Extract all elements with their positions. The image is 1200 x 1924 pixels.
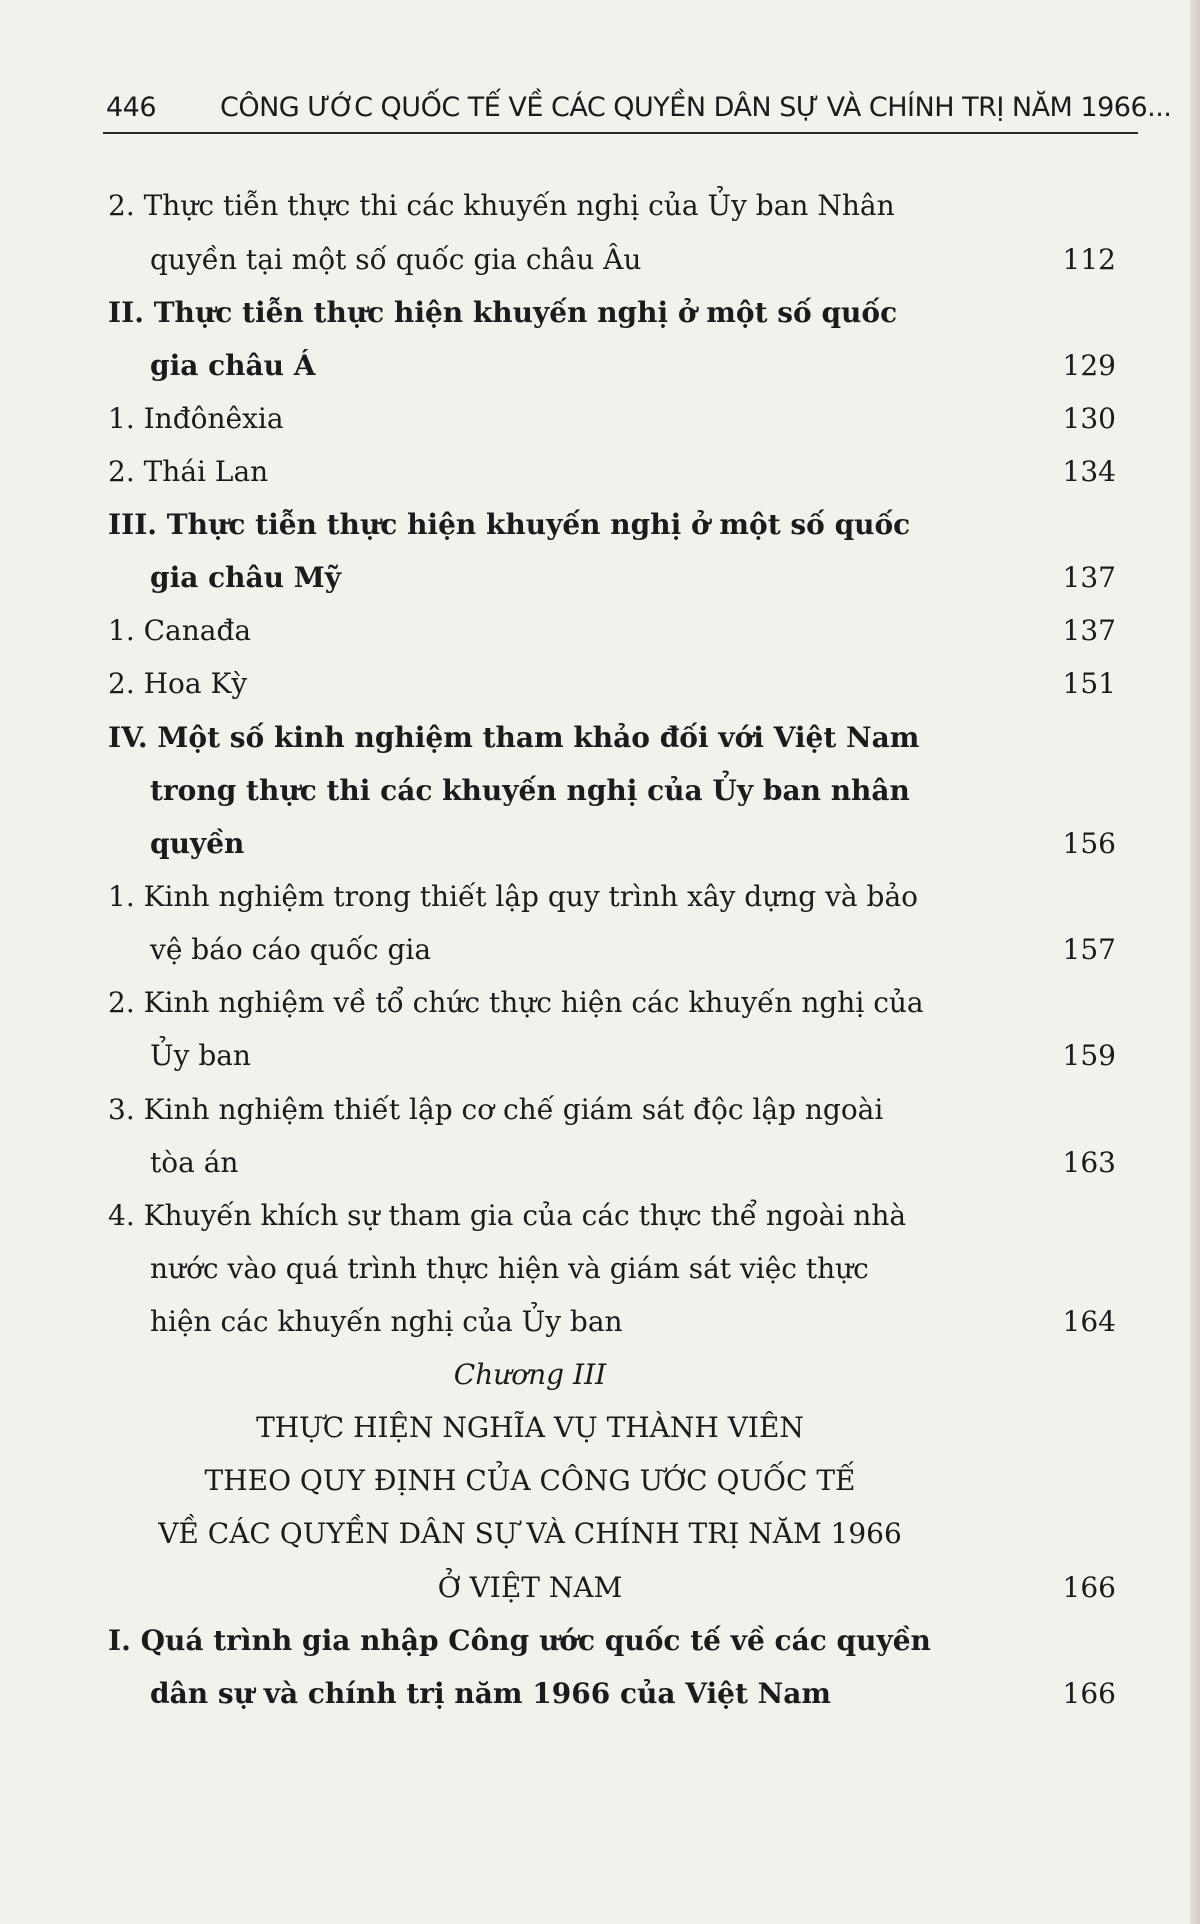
toc-page-number: 163 <box>1062 1146 1116 1179</box>
running-header <box>103 88 1172 134</box>
toc-entry-line: quyền tại một số quốc gia châu Âu <box>150 243 642 276</box>
toc-entry-line: vệ báo cáo quốc gia <box>150 933 432 966</box>
toc-entry-line: 1. Inđônêxia <box>108 402 284 435</box>
running-title: CÔNG ƯỚC QUỐC TẾ VỀ CÁC QUYỀN DÂN SỰ VÀ CHÍNH TRỊ NĂM 1966... <box>220 92 1172 123</box>
toc-entry-line: III. Thực tiễn thực hiện khuyến nghị ở một số quốc <box>108 508 911 541</box>
toc-entry-line: gia châu Mỹ <box>150 561 342 594</box>
toc-page-number: 159 <box>1062 1039 1116 1072</box>
toc-entry-line: 1. Kinh nghiệm trong thiết lập quy trình xây dựng và bảo <box>108 880 919 913</box>
toc-page-number: 134 <box>1062 455 1116 488</box>
toc-entry-line: 4. Khuyến khích sự tham gia của các thực thể ngoài nhà <box>108 1199 907 1232</box>
chapter-title-line: THỰC HIỆN NGHĨA VỤ THÀNH VIÊN <box>256 1411 804 1444</box>
page-edge <box>1190 0 1200 1924</box>
toc-page-number: 157 <box>1062 933 1116 966</box>
toc-entry-line: 2. Thái Lan <box>108 455 269 488</box>
toc-page-number: 166 <box>1062 1571 1116 1604</box>
toc-entry-line: 2. Thực tiễn thực thi các khuyến nghị của Ủy ban Nhân <box>108 189 895 222</box>
toc-entry-line: tòa án <box>150 1146 239 1179</box>
toc-entry-line: hiện các khuyến nghị của Ủy ban <box>150 1305 623 1338</box>
chapter-title-line: VỀ CÁC QUYỀN DÂN SỰ VÀ CHÍNH TRỊ NĂM 1966 <box>158 1517 902 1550</box>
chapter-title-line: THEO QUY ĐỊNH CỦA CÔNG ƯỚC QUỐC TẾ <box>204 1464 856 1497</box>
chapter-label: Chương III <box>453 1358 607 1391</box>
toc-page-number: 164 <box>1062 1305 1116 1338</box>
toc-page-number: 130 <box>1062 402 1116 435</box>
toc-page-number: 137 <box>1062 614 1116 647</box>
toc-entry-line: I. Quá trình gia nhập Công ước quốc tế về các quyền <box>108 1624 931 1657</box>
toc-entry-line: 2. Hoa Kỳ <box>108 667 248 700</box>
toc-entry-line: dân sự và chính trị năm 1966 của Việt Nam <box>150 1677 832 1710</box>
toc-page-number: 166 <box>1062 1677 1116 1710</box>
toc-entry-line: nước vào quá trình thực hiện và giám sát việc thực <box>150 1252 869 1285</box>
toc-page-number: 129 <box>1062 349 1116 382</box>
toc-entry-line: 3. Kinh nghiệm thiết lập cơ chế giám sát độc lập ngoài <box>108 1093 884 1126</box>
toc-entry-line: gia châu Á <box>150 349 316 382</box>
toc-entry-line: II. Thực tiễn thực hiện khuyến nghị ở một số quốc <box>108 296 898 329</box>
toc-entry-line: quyền <box>150 827 245 860</box>
toc-page-number: 151 <box>1062 667 1116 700</box>
toc-entry-line: trong thực thi các khuyến nghị của Ủy ban nhân <box>150 774 910 807</box>
toc-entry-line: 1. Canađa <box>108 614 252 647</box>
page-number: 446 <box>106 92 157 123</box>
toc-page-number: 137 <box>1062 561 1116 594</box>
toc-page-number: 156 <box>1062 827 1116 860</box>
toc-page-number: 112 <box>1062 243 1116 276</box>
toc-entry-line: Ủy ban <box>150 1039 251 1072</box>
toc-entry-line: 2. Kinh nghiệm về tổ chức thực hiện các khuyến nghị của <box>108 986 924 1019</box>
chapter-title-line: Ở VIỆT NAM <box>437 1571 623 1604</box>
toc-entry-line: IV. Một số kinh nghiệm tham khảo đối với Việt Nam <box>108 721 920 754</box>
